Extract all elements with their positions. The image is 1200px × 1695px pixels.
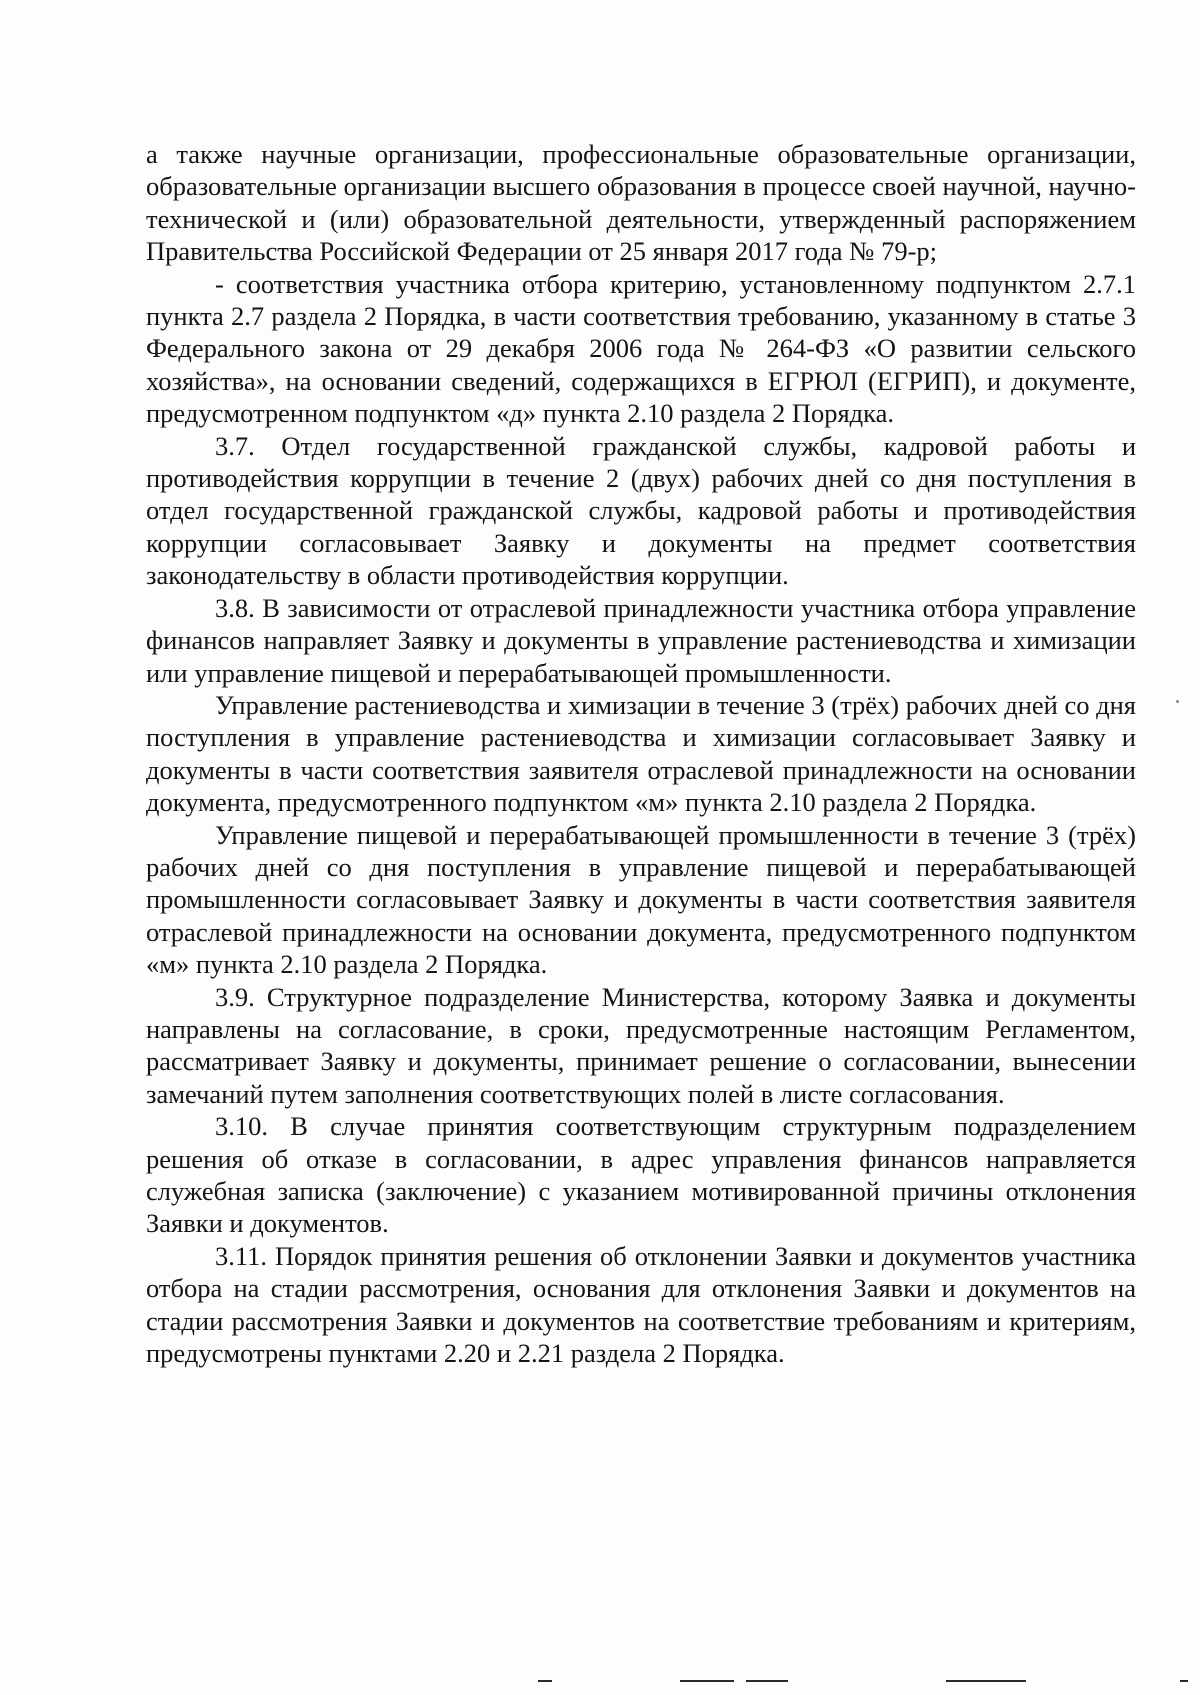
scan-artifacts [0,1680,1200,1686]
scan-mark [746,1680,788,1682]
document-body [146,138,1136,1369]
paragraph-criterion-compliance: - соответствия участника отбора критерию, установленному подпунктом 2.7.1 пункта 2.7 раздела 2 Порядка, в части соответствия требованию, указанному в статье 3 Федерального закона от 29 декабря 2006 года № 264-ФЗ «О развитии сельского хозяйства», на основании сведений, содержащихся в ЕГРЮЛ (ЕГРИП), и документе, предусмотренном подпунктом «д» пункта 2.10 раздела 2 Порядка. [146,268,1136,429]
paragraph-3-11: 3.11. Порядок принятия решения об отклонении Заявки и документов участника отбора на стадии рассмотрения, основания для отклонения Заявки и документов на стадии рассмотрения Заявки и документов на соответствие требованиям и критериям, предусмотрены пунктами 2.20 и 2.21 раздела 2 Порядка. [146,1240,1136,1369]
scan-mark [946,1680,1026,1682]
paragraph-3-7: 3.7. Отдел государственной гражданской службы, кадровой работы и противодействия коррупции в течение 2 (двух) рабочих дней со дня поступления в отдел государственной гражданской службы, кадровой работы и противодействия коррупции согласовывает Заявку и документы на предмет соответствия законодательству в области противодействия коррупции. [146,430,1136,591]
paragraph-3-8: 3.8. В зависимости от отраслевой принадлежности участника отбора управление финансов направляет Заявку и документы в управление растениеводства и химизации или управление пищевой и перерабатывающей промышленности. [146,592,1136,688]
paragraph-3-9: 3.9. Структурное подразделение Министерства, которому Заявка и документы направлены на согласование, в сроки, предусмотренные настоящим Регламентом, рассматривает Заявку и документы, принимает решение о согласовании, вынесении замечаний путем заполнения соответствующих полей в листе согласования. [146,981,1136,1109]
paragraph-3-10: 3.10. В случае принятия соответствующим структурным подразделением решения об отказе в согласовании, в адрес управления финансов направляется служебная записка (заключение) с указанием мотивированной причины отклонения Заявки и документов. [146,1111,1136,1239]
paragraph-food-industry-department: Управление пищевой и перерабатывающей промышленности в течение 3 (трёх) рабочих дней со дня поступления в управление пищевой и перерабатывающей промышленности согласовывает Заявку и документы в части соответствия заявителя отраслевой принадлежности на основании документа, предусмотренного подпунктом «м» пункта 2.10 раздела 2 Порядка. [146,819,1136,980]
scan-mark [538,1680,552,1682]
paragraph-continuation: а также научные организации, профессиональные образовательные организации, образовательные организации высшего образования в процессе своей научной, научно-технической и (или) образовательной деятельности, утвержденный распоряжением Правительства Российской Федерации от 25 января 2017 года № 79-р; [146,139,1136,267]
scan-mark [680,1680,734,1682]
scan-speck [1176,700,1179,703]
scan-mark [1180,1680,1188,1682]
paragraph-plant-growing-department: Управление растениеводства и химизации в течение 3 (трёх) рабочих дней со дня поступления в управление растениеводства и химизации согласовывает Заявку и документы в части соответствия заявителя отраслевой принадлежности на основании документа, предусмотренного подпунктом «м» пункта 2.10 раздела 2 Порядка. [146,689,1136,818]
